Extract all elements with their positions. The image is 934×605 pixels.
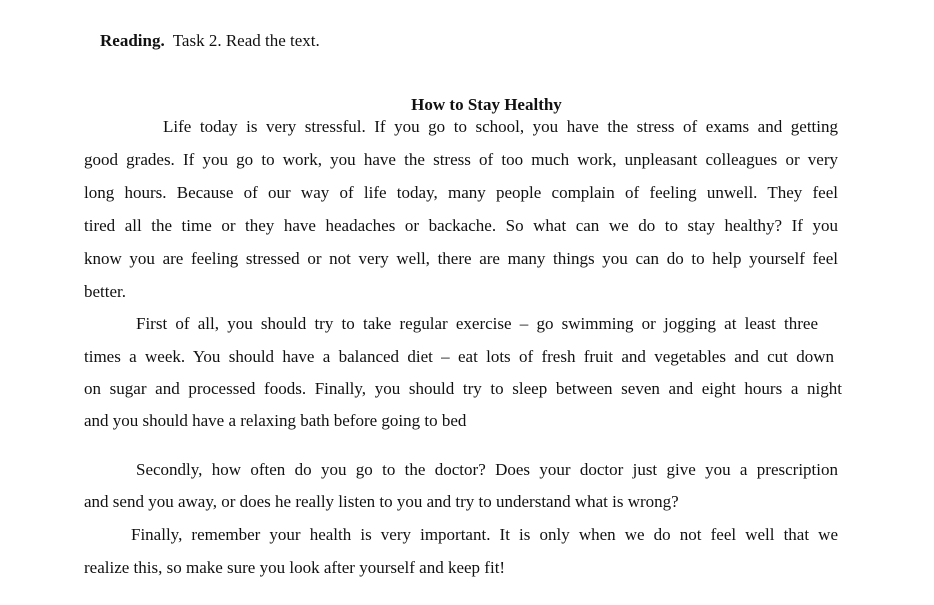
paragraph-4-line-1: Finally, remember your health is very important. It is only when we do not feel well that we xyxy=(131,525,838,544)
paragraph-1-line-5: know you are feeling stressed or not very well, there are many things you can do to help yourself feel xyxy=(84,249,838,268)
article-title: How to Stay Healthy xyxy=(411,95,562,114)
paragraph-2-line-3: on sugar and processed foods. Finally, you should try to sleep between seven and eight hours a night xyxy=(84,379,842,398)
paragraph-1-line-4: tired all the time or they have headaches or backache. So what can we do to stay healthy? If you xyxy=(84,216,838,235)
section-label: Reading. xyxy=(100,31,165,50)
paragraph-1-line-1: Life today is very stressful. If you go to school, you have the stress of exams and getting xyxy=(163,117,838,136)
paragraph-2-line-1: First of all, you should try to take regular exercise – go swimming or jogging at least three xyxy=(136,314,818,333)
task-header xyxy=(100,31,320,51)
paragraph-4-line-2: realize this, so make sure you look after yourself and keep fit! xyxy=(84,558,506,577)
paragraph-3-line-2: and send you away, or does he really listen to you and try to understand what is wrong? xyxy=(84,492,679,511)
paragraph-1-line-2: good grades. If you go to work, you have the stress of too much work, unpleasant colleagues or very xyxy=(84,150,838,169)
paragraph-3-line-1: Secondly, how often do you go to the doctor? Does your doctor just give you a prescription xyxy=(136,460,838,479)
task-instruction: Task 2. Read the text. xyxy=(172,31,320,50)
paragraph-1-line-3: long hours. Because of our way of life today, many people complain of feeling unwell. They feel xyxy=(84,183,838,202)
paragraph-1-line-6: better. xyxy=(84,282,127,301)
paragraph-2-line-2: times a week. You should have a balanced diet – eat lots of fresh fruit and vegetables and cut down xyxy=(84,347,834,366)
paragraph-2-line-4: and you should have a relaxing bath before going to bed xyxy=(84,411,467,430)
